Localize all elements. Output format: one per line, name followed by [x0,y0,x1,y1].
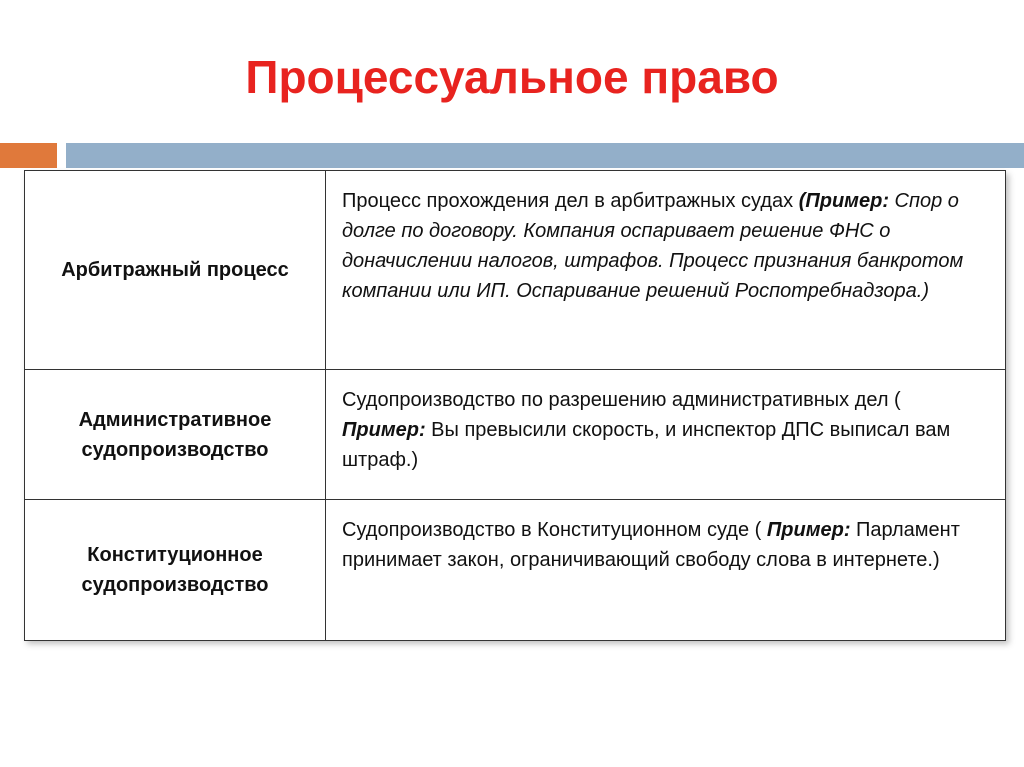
description-text: Процесс прохождения дел в арбитражных судах [342,190,799,212]
example-label: Пример: [342,419,426,441]
table-row [25,500,1006,641]
example-label: (Пример: [798,190,889,212]
example-label: Пример: [766,519,851,541]
row-label: Конституционное судопроизводство [25,500,326,641]
row-description [326,500,1006,641]
table-container [24,170,1006,640]
table-row [25,171,1006,370]
table-row [25,370,1006,500]
description-text: Судопроизводство в Конституционном суде ( [342,519,767,541]
description-text: Судопроизводство по разрешению административных дел ( [342,389,901,411]
accent-bar-blue [66,143,1024,168]
slide-title: Процессуальное право [245,51,779,103]
row-label: Арбитражный процесс [25,171,326,370]
row-label: Административное судопроизводство [25,370,326,500]
row-description [326,171,1006,370]
accent-bar-orange [0,143,57,168]
example-text: Парламент принимает закон, ограничивающий свободу слова в интернете.) [342,519,960,571]
example-text: Вы превысили скорость, и инспектор ДПС выписал вам штраф.) [342,419,951,471]
procedure-table [24,170,1006,641]
example-text: Спор о долге по договору. Компания оспаривает решение ФНС о доначислении налогов, штрафов. Процесс признания банкротом компании или ИП. Оспаривание решений Роспотребнадзора.) [342,190,964,302]
row-description [326,370,1006,500]
